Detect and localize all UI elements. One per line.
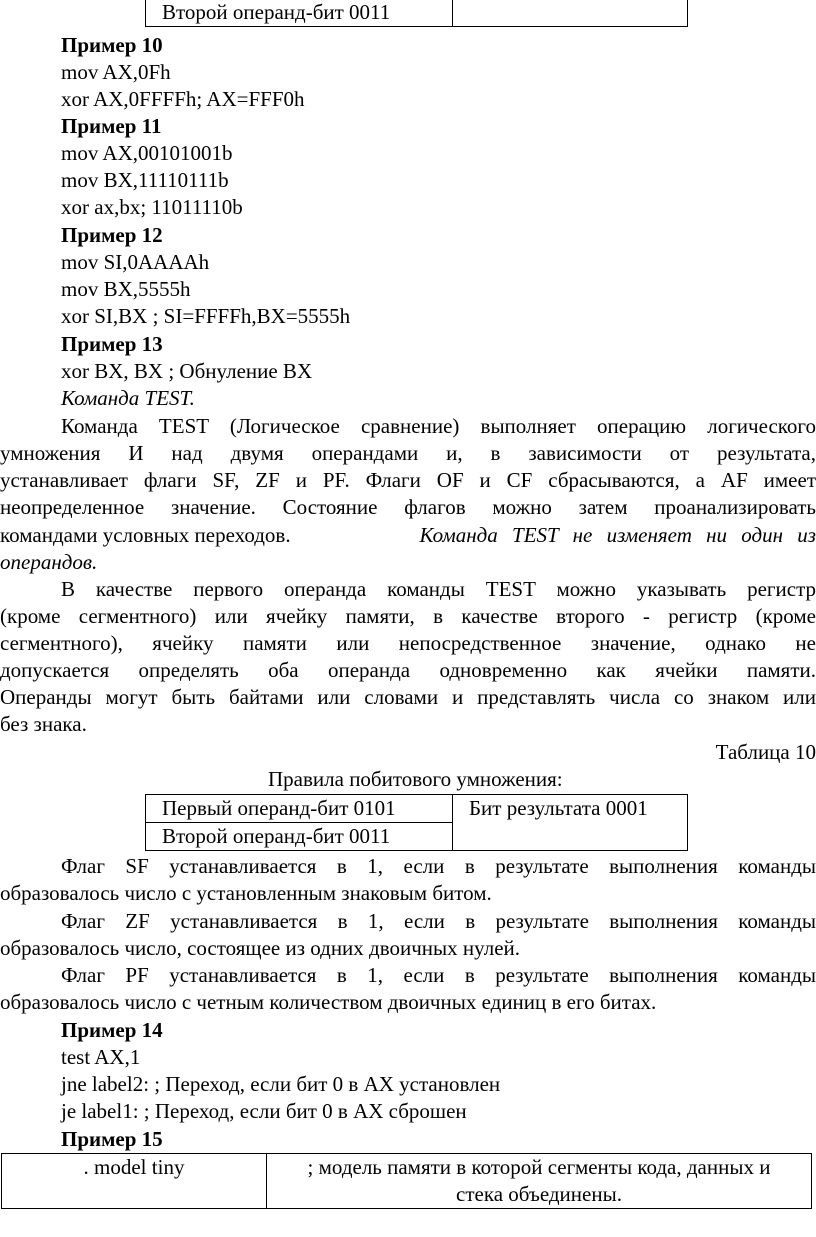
paragraph-line: (кроме сегментного) или ячейку памяти, в качестве второго - регистр (кроме (0, 604, 816, 628)
example-11-heading: Пример 11 (61, 114, 162, 138)
code-line: jne label2: ; Переход, если бит 0 в AX установлен (61, 1072, 501, 1096)
paragraph-line-italic: Команда TEST не изменяет ни один из (419, 523, 816, 547)
comment-cell (267, 1154, 812, 1209)
test-command-heading: Команда TEST. (61, 386, 195, 410)
example-15-heading: Пример 15 (61, 1127, 163, 1151)
paragraph-line-italic: операндов. (0, 550, 98, 574)
table-cell: Второй операнд-бит 0011 (146, 823, 453, 851)
paragraph-line: Флаг SF устанавливается в 1, если в результате выполнения команды (61, 854, 816, 878)
paragraph-line: образовалось число, состоящее из одних двоичных нулей. (0, 936, 521, 960)
paragraph-line: Команда TEST (Логическое сравнение) выполняет операцию логического (61, 414, 816, 438)
example-15-table (1, 1153, 812, 1209)
paragraph-line: Операнды могут быть байтами или словами и представлять числа со знаком или (0, 685, 816, 709)
table-caption: Правила побитового умножения: (268, 767, 563, 791)
example-12-heading: Пример 12 (61, 223, 163, 247)
paragraph-line: В качестве первого операнда команды TEST можно указывать регистр (61, 577, 816, 601)
paragraph-line: образовалось число с четным количеством двоичных единиц в его битах. (0, 990, 657, 1014)
paragraph-line: устанавливает флаги SF, ZF и PF. Флаги OF и CF сбрасываются, а AF имеет (0, 468, 816, 492)
code-line: mov AX,00101001b (61, 141, 233, 165)
paragraph-line: образовалось число с установленным знаковым битом. (0, 881, 492, 905)
table-cell: Первый операнд-бит 0101 (146, 795, 453, 823)
paragraph-line: Флаг PF устанавливается в 1, если в результате выполнения команды (61, 963, 816, 987)
table-cell-result: Бит результата 0001 (453, 795, 688, 851)
top-table-cell-left: Второй операнд-бит 0011 (146, 0, 453, 27)
bitwise-and-table (145, 794, 688, 851)
paragraph-line: сегментного), ячейку памяти или непосредственное значение, однако не (0, 631, 816, 655)
code-line: mov AX,0Fh (61, 60, 171, 84)
paragraph-line: Флаг ZF устанавливается в 1, если в результате выполнения команды (61, 909, 816, 933)
example-14-heading: Пример 14 (61, 1018, 163, 1042)
paragraph-line: умножения И над двумя операндами и, в зависимости от результата, (0, 441, 816, 465)
code-cell: . model tiny (2, 1154, 267, 1209)
comment-line: ; модель памяти в которой сегменты кода, данных и (307, 1155, 771, 1179)
example-10-heading: Пример 10 (61, 33, 163, 57)
code-line: xor ax,bx; 11011110b (61, 195, 243, 219)
example-13-heading: Пример 13 (61, 332, 163, 356)
top-table (145, 0, 688, 27)
comment-line: стека объединены. (456, 1182, 622, 1206)
code-line: mov SI,0AAAAh (61, 250, 210, 274)
code-line: test AX,1 (61, 1045, 141, 1069)
code-line: je label1: ; Переход, если бит 0 в AX сброшен (61, 1099, 467, 1123)
code-line: xor AX,0FFFFh; AX=FFF0h (61, 87, 305, 111)
paragraph-line (0, 522, 816, 549)
paragraph-line: допускается определять оба операнда одновременно как ячейки памяти. (0, 658, 816, 682)
code-line: mov BX,11110111b (61, 168, 229, 192)
code-line: mov BX,5555h (61, 277, 191, 301)
paragraph-line: без знака. (0, 712, 87, 736)
table-number: Таблица 10 (715, 740, 816, 764)
code-line: xor SI,BX ; SI=FFFFh,BX=5555h (61, 304, 351, 328)
code-line: xor BX, BX ; Обнуление BX (61, 359, 313, 383)
paragraph-line: неопределенное значение. Состояние флагов можно затем проанализировать (0, 495, 816, 519)
paragraph-line-text: командами условных переходов. (0, 523, 291, 547)
top-table-cell-right (453, 0, 688, 27)
